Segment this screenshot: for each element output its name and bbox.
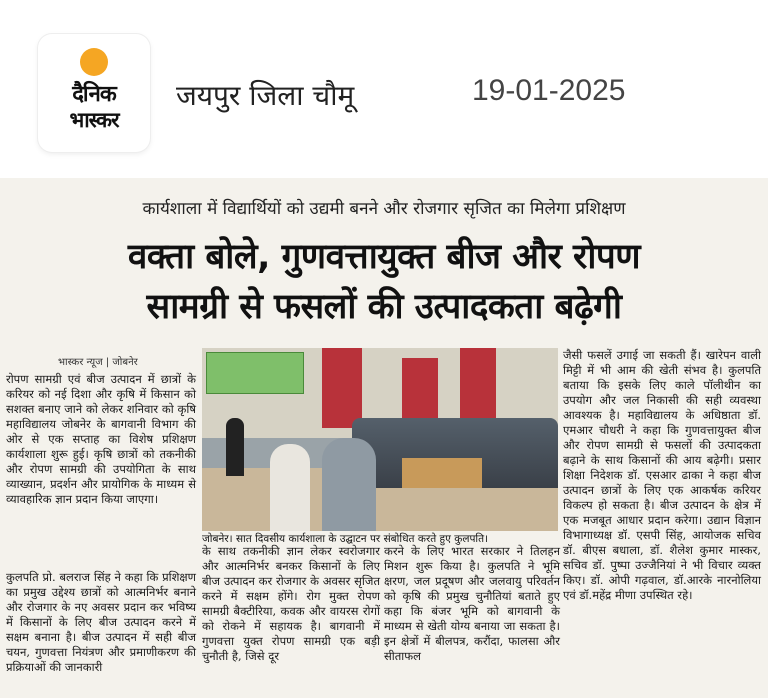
- clip-header: [0, 0, 768, 178]
- photo-speaker: [226, 418, 244, 476]
- article-byline: भास्कर न्यूज | जोबनेर: [58, 357, 138, 368]
- article-headline: [0, 232, 768, 332]
- article-bottom-column-2: [202, 544, 380, 664]
- photo-person: [270, 444, 310, 531]
- paragraph: करने के लिए भारत सरकार ने तिलहन मिशन शुरू किया है। कुलपति ने भूमि क्षरण, जल प्रदूषण और जलवायु परिवर्तन को कृषि की प्रमुख चुनौतियां बताते हुए कहा कि बंजर भूमि को बागवानी के माध्यम से खेती योग्य बनाया जा सकता है। इन क्षेत्रों में बीलपत्र, करौंदा, फालसा और सीताफल: [384, 544, 560, 663]
- logo-text-line2: भास्कर: [69, 108, 119, 132]
- paragraph: के साथ तकनीकी ज्ञान लेकर स्वरोजगार और आत्मनिर्भर बनकर किसानों के लिए बीज उत्पादन कर रोजगार के अवसर सृजित करने में सक्षम होंगे। रोग मुक्त रोपण सामग्री बैक्टीरिया, कवक और वायरस रोगों को रोकने में सहायक है। बागवानी में गुणवत्ता युक्त रोपण सामग्री एक बड़ी चुनौती है, जिसे दूर: [202, 544, 380, 663]
- paragraph: जैसी फसलें उगाई जा सकती हैं। खारेपन वाली मिट्टी में भी आम की खेती संभव है। कुलपति बताया कि इसके लिए काले पॉलीथीन का उपयोग और जल निकासी की सही व्यवस्था आवश्यक है। महाविद्यालय के अधिष्ठाता डॉ. एमआर चौधरी ने कहा कि गुणवत्तायुक्त बीज और रोपण सामग्री से फसलों की उत्पादकता बढ़ाने के साथ किसानों की आय बढ़ेगी। प्रसार शिक्षा निदेशक डॉ. एसआर ढाका ने कहा बीज उत्पादन छात्रों के लिए एक आकर्षक करियर विकल्प हो सकता है। बीज उत्पादन के क्षेत्र में एक मजबूत आधार प्रदान करेगा। उद्यान विज्ञान विभागाध्यक्ष डॉ. एसपी सिंह, आयोजक सचिव डॉ. बीएस बधाला, डॉ. शैलेश कुमार मास्कर, सचिव डॉ. पुष्पा उज्जैनियां ने भी विचार व्यक्त किए। डॉ. ओपी गढ़वाल, डॉ.आरके नारनोलिया एवं डॉ.महेंद्र मीणा उपस्थित रहे।: [563, 348, 761, 602]
- photo-caption: जोबनेर। सात दिवसीय कार्यशाला के उद्घाटन पर संबोधित करते हुए कुलपति।: [202, 533, 489, 545]
- article-photo: [202, 348, 558, 531]
- edition-date: 19-01-2025: [472, 74, 626, 107]
- photo-table: [402, 458, 482, 488]
- logo-text-line1: दैनिक: [72, 82, 116, 107]
- photo-curtain: [322, 348, 362, 428]
- dainik-bhaskar-logo: [38, 34, 150, 152]
- edition-place: जयपुर जिला चौमू: [176, 79, 355, 112]
- photo-curtain: [460, 348, 496, 418]
- headline-line2: सामग्री से फसलों की उत्पादकता बढ़ेगी: [146, 287, 622, 327]
- sun-icon: [80, 48, 108, 76]
- paragraph: कुलपति प्रो. बलराज सिंह ने कहा कि प्रशिक्षण का प्रमुख उद्देश्य छात्रों को आत्मनिर्भर बनाने और रोजगार के नए अवसर प्रदान कर भविष्य में किसानों के लिए बीज उत्पादन करने में सक्षम बनाना है। बीज उत्पादन में सही बीज चयन, गुणवत्ता नियंत्रण और प्रमाणीकरण की प्रक्रियाओं की जानकारी: [6, 570, 196, 674]
- article-bottom-column-3: [384, 544, 560, 664]
- headline-line1: वक्ता बोले, गुणवत्तायुक्त बीज और रोपण: [127, 237, 641, 277]
- paragraph: रोपण सामग्री एवं बीज उत्पादन में छात्रों के करियर को नई दिशा और कृषि में किसान को सशक्त बनाए जाने को लेकर शनिवार को कृषि महाविद्यालय जोबनेर के बागवानी विभाग की ओर से एक सप्ताह का विशेष प्रशिक्षण कार्यशाला शुरू हुई। कृषि छात्रों को तकनीकी और रोपण सामग्री की उपयोगिता के साथ व्याख्यान, प्रदर्शन और प्रायोगिक के माध्यम से व्यावहारिक ज्ञान प्रदान किया जाएगा।: [6, 372, 196, 506]
- photo-banner: [206, 352, 304, 394]
- article-column-4: [563, 348, 761, 603]
- article-column-1: [6, 372, 196, 507]
- article-kicker: कार्यशाला में विद्यार्थियों को उद्यमी बनने और रोजगार सृजित का मिलेगा प्रशिक्षण: [142, 199, 626, 219]
- photo-person: [322, 438, 376, 531]
- article-bottom-column-1: [6, 570, 196, 675]
